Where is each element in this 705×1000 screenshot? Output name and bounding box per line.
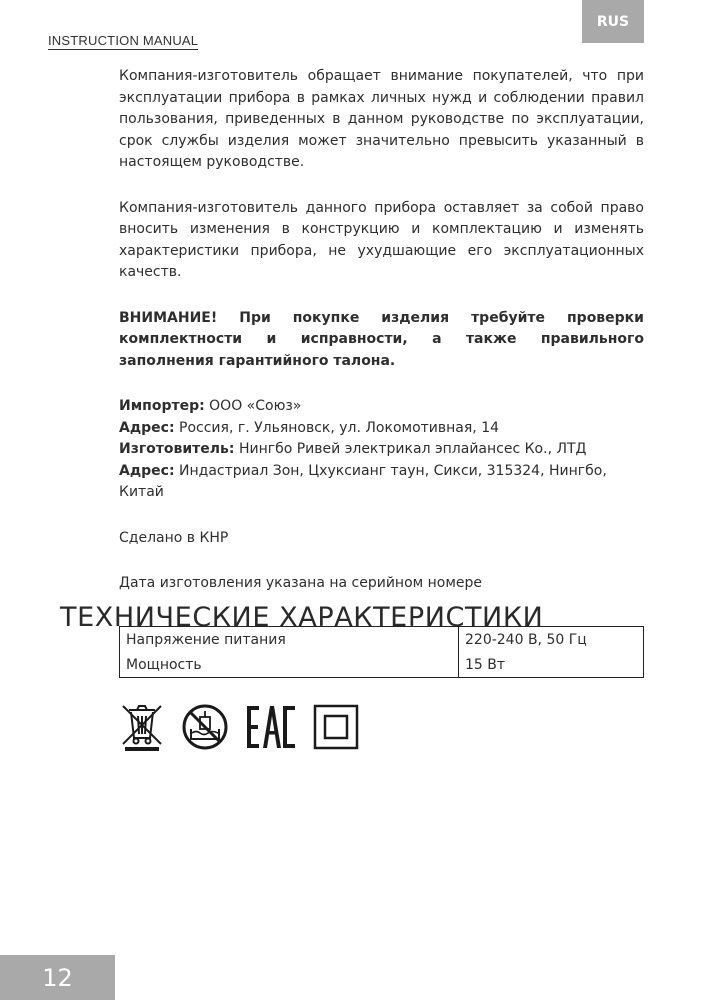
table-row: [120, 627, 644, 653]
manufacturer-address-label: Адрес:: [119, 462, 175, 479]
eac-mark-icon: [245, 704, 297, 750]
paragraph-warning: ВНИМАНИЕ! При покупке изделия требуйте проверки комплектности и исправности, а также правильного заполнения гарантийного талона.: [119, 309, 644, 369]
paragraph-service-life: Компания-изготовитель обращает внимание покупателей, что при эксплуатации прибора в рамках личных нужд и соблюдении правил пользования, приведенных в данном руководстве по эксплуатации, срок службы изделия может значительно превысить указанный в настоящем руководстве.: [119, 68, 644, 170]
no-water-immersion-icon: [181, 703, 229, 751]
manufacture-date-note: Дата изготовления указана на серийном номере: [119, 575, 483, 591]
manufacturer-label: Изготовитель:: [119, 441, 235, 457]
manufacturer-line: [119, 439, 644, 461]
importer-address-value: Россия, г. Ульяновск, ул. Локомотивная, 14: [179, 419, 500, 436]
importer-address-line: [119, 418, 644, 440]
manufacturer-address-line: [119, 461, 644, 504]
spec-name: Напряжение питания: [120, 627, 459, 653]
main-content: [119, 66, 644, 619]
language-tab: RUS: [582, 0, 644, 43]
specs-table: [119, 626, 644, 678]
spec-name: Мощность: [120, 652, 459, 678]
manufacturer-address-value: Индастриал Зон, Цхуксианг таун, Сикси, 315324, Нингбо, Китай: [119, 462, 607, 500]
importer-info: [119, 396, 644, 504]
page-number: 12: [0, 955, 115, 1000]
made-in-text: Сделано в КНР: [119, 529, 229, 546]
importer-line: [119, 396, 644, 418]
specs-title: ТЕХНИЧЕСКИЕ ХАРАКТЕРИСТИКИ: [60, 602, 544, 634]
importer-label: Импортер:: [119, 398, 205, 414]
table-row: [120, 652, 644, 678]
manufacturer-value: Нингбо Ривей электрикал эплайансес Ко., ЛТД: [238, 441, 587, 457]
spec-value: 15 Вт: [459, 652, 644, 678]
manual-label: INSTRUCTION MANUAL: [48, 33, 199, 48]
certification-icons: [119, 702, 359, 752]
importer-address-label: Адрес:: [119, 419, 175, 436]
paragraph-changes: Компания-изготовитель данного прибора оставляет за собой право вносить изменения в конструкцию и комплектацию и изменять характеристики прибора, не ухудшающие его эксплуатационных качеств.: [119, 199, 644, 280]
spec-value: 220-240 В, 50 Гц: [459, 627, 644, 653]
double-square-class-ii-icon: [313, 704, 359, 750]
crossed-out-wheelie-bin-icon: [119, 702, 165, 752]
importer-value: ООО «Союз»: [209, 398, 302, 414]
